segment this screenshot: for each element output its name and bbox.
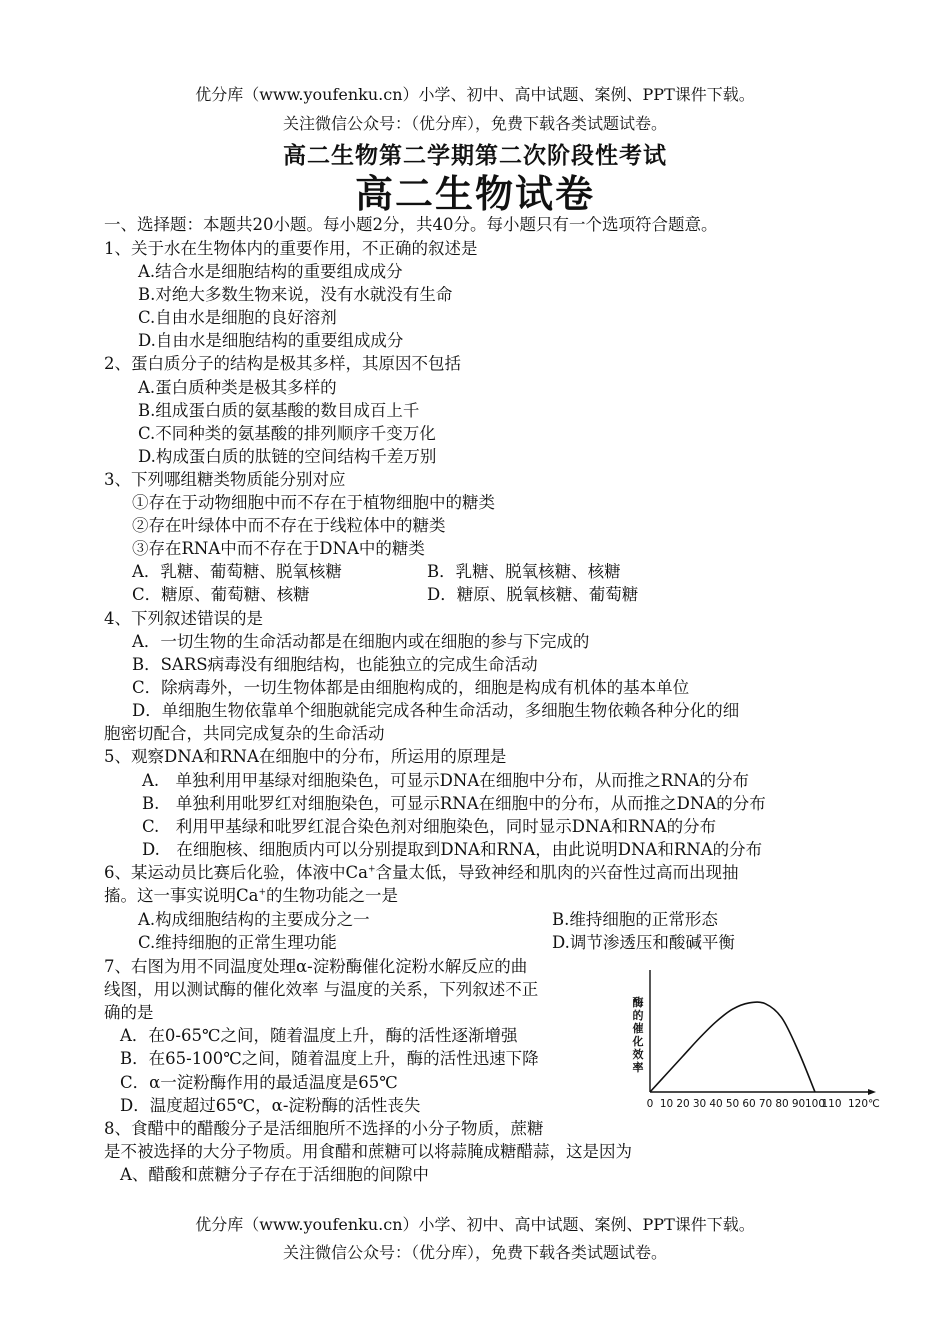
q7-option-c: C．α一淀粉酶作用的最适温度是65℃ [120,1073,398,1092]
q4-option-d-cont: 胞密切配合，共同完成复杂的生命活动 [104,724,385,743]
chart-x-tick-label: 20 [676,1098,690,1110]
q7-stem-line-1: 7、右图为用不同温度处理α-淀粉酶催化淀粉水解反应的曲 [104,957,528,976]
chart-x-tick-label: 110 [821,1098,842,1110]
section-heading: 一、选择题：本题共20小题。每小题2分，共40分。每小题只有一个选项符合题意。 [104,215,718,234]
q2-option-d: D.构成蛋白质的肽链的空间结构千差万别 [138,447,437,466]
chart-y-axis-label [632,995,644,1074]
chart-y-label-char: 率 [632,1061,644,1074]
q2-option-a: A.蛋白质种类是极其多样的 [138,378,337,397]
q5-stem: 5、观察DNA和RNA在细胞中的分布，所运用的原理是 [104,747,507,766]
chart-y-label-char: 的 [632,1009,644,1022]
q4-option-b: B．SARS病毒没有细胞结构，也能独立的完成生命活动 [132,655,538,674]
q3-item-3: ③存在RNA中而不存在于DNA中的糖类 [132,539,425,558]
chart-y-label-char: 酶 [632,996,644,1009]
q3-item-2: ②存在叶绿体中而不存在于线粒体中的糖类 [132,516,446,535]
q7-stem-line-2: 线图，用以测试酶的催化效率 与温度的关系，下列叙述不正 [104,980,539,999]
q4-stem: 4、下列叙述错误的是 [104,609,263,628]
q7-stem-line-3: 确的是 [104,1003,154,1022]
q3-option-d: D．糖原、脱氧核糖、葡萄糖 [427,585,639,604]
q1-stem: 1、关于水在生物体内的重要作用，不正确的叙述是 [104,239,478,258]
chart-x-tick-label: 100 [804,1098,826,1110]
q3-option-c: C．糖原、葡萄糖、核糖 [132,585,310,604]
q6-option-a: A.构成细胞结构的主要成分之一 [138,910,370,929]
exam-title: 高二生物第二学期第二次阶段性考试 [283,142,667,169]
q6-stem-1a: 6、某运动员比赛后化验，体液中Ca [104,863,368,882]
q6-option-b: B.维持细胞的正常形态 [552,910,718,929]
chart-x-tick-label: 40 [709,1098,723,1110]
q6-stem-1b: 含量太低，导致神经和肌肉的兴奋性过高而出现抽 [375,863,739,882]
q8-stem-line-2: 是不被选择的大分子物质。用食醋和蔗糖可以将蒜腌成糖醋蒜，这是因为 [104,1142,632,1161]
q7-option-a: A．在0-65℃之间，随着温度上升，酶的活性逐渐增强 [120,1026,518,1045]
chart-x-tick-label: 10 [659,1098,674,1110]
q7-option-d: D．温度超过65℃，α-淀粉酶的活性丧失 [120,1096,421,1115]
chart-y-label-char: 催 [632,1022,644,1035]
q6-stem-line-1 [104,862,739,884]
q6-stem-line-2 [104,885,398,907]
q3-item-1: ①存在于动物细胞中而不存在于植物细胞中的糖类 [132,493,495,512]
q2-stem: 2、蛋白质分子的结构是极其多样，其原因不包括 [104,354,461,373]
chart-x-tick-label: 80 [775,1098,789,1110]
q5-option-a: A. 单独利用甲基绿对细胞染色，可显示DNA在细胞中分布，从而推之RNA的分布 [142,771,750,790]
q6-stem-2a: 搐。这一事实说明Ca [104,886,259,905]
q3-option-a: A．乳糖、葡萄糖、脱氧核糖 [132,562,342,581]
q6-option-d: D.调节渗透压和酸碱平衡 [552,933,735,952]
chart-data-points [649,1002,816,1093]
q1-option-d: D.自由水是细胞结构的重要组成成分 [138,331,404,350]
q5-option-c: C. 利用甲基绿和吡罗红混合染色剂对细胞染色，同时显示DNA和RNA的分布 [142,817,717,836]
chart-x-tick-label: 60 [742,1098,756,1110]
chart-y-label-char: 化 [632,1035,644,1048]
chart-x-tick-label: 120℃ [848,1098,880,1110]
q5-option-b: B. 单独利用吡罗红对细胞染色，可显示RNA在细胞中的分布，从而推之DNA的分布 [142,794,766,813]
q4-option-d: D．单细胞生物依靠单个细胞就能完成各种生命活动，多细胞生物依赖各种分化的细 [132,701,740,720]
enzyme-activity-chart [620,962,890,1117]
q1-option-c: C.自由水是细胞的良好溶剂 [138,308,337,327]
q6-sup-2: + [258,887,267,898]
q8-option-a: A、醋酸和蔗糖分子存在于活细胞的间隙中 [120,1165,429,1184]
q6-option-c: C.维持细胞的正常生理功能 [138,933,337,952]
q1-option-b: B.对绝大多数生物来说，没有水就没有生命 [138,285,453,304]
q3-option-b: B．乳糖、脱氧核糖、核糖 [427,562,621,581]
chart-x-tick-labels [647,1098,880,1110]
chart-series-line [650,1002,815,1092]
chart-x-tick-label: 30 [692,1098,707,1110]
q7-option-b: B．在65-100℃之间，随着温度上升，酶的活性迅速下降 [120,1049,539,1068]
q3-stem: 3、下列哪组糖类物质能分别对应 [104,470,346,489]
chart-x-tick-label: 90 [791,1098,806,1110]
footer-line-1: 优分库（www.youfenku.cn）小学、初中、高中试题、案例、PPT课件下载。 [195,1215,755,1234]
q2-option-b: B.组成蛋白质的氨基酸的数目成百上千 [138,401,420,420]
chart-y-label-char: 效 [632,1048,644,1061]
q4-option-a: A．一切生物的生命活动都是在细胞内或在细胞的参与下完成的 [132,632,590,651]
header-line-1: 优分库（www.youfenku.cn）小学、初中、高中试题、案例、PPT课件下载。 [195,85,755,104]
chart-x-tick-label: 50 [725,1098,740,1110]
chart-x-tick-label: 70 [758,1098,773,1110]
q6-sup-1: + [367,864,376,875]
q5-option-d: D. 在细胞核、细胞质内可以分别提取到DNA和RNA，由此说明DNA和RNA的分布 [142,840,763,859]
chart-x-axis-arrow [868,1089,876,1095]
footer-line-2: 关注微信公众号：（优分库），免费下载各类试题试卷。 [282,1243,667,1262]
paper-title: 高二生物试卷 [354,171,595,216]
chart-x-tick-label: 0 [646,1098,654,1110]
q4-option-c: C．除病毒外，一切生物体都是由细胞构成的，细胞是构成有机体的基本单位 [132,678,690,697]
q8-stem-line-1: 8、食醋中的醋酸分子是活细胞所不选择的小分子物质，蔗糖 [104,1119,544,1138]
q2-option-c: C.不同种类的氨基酸的排列顺序千变万化 [138,424,436,443]
header-line-2: 关注微信公众号：（优分库），免费下载各类试题试卷。 [282,114,667,133]
q1-option-a: A.结合水是细胞结构的重要组成成分 [138,262,403,281]
q6-stem-2b: 的生物功能之一是 [266,886,399,905]
